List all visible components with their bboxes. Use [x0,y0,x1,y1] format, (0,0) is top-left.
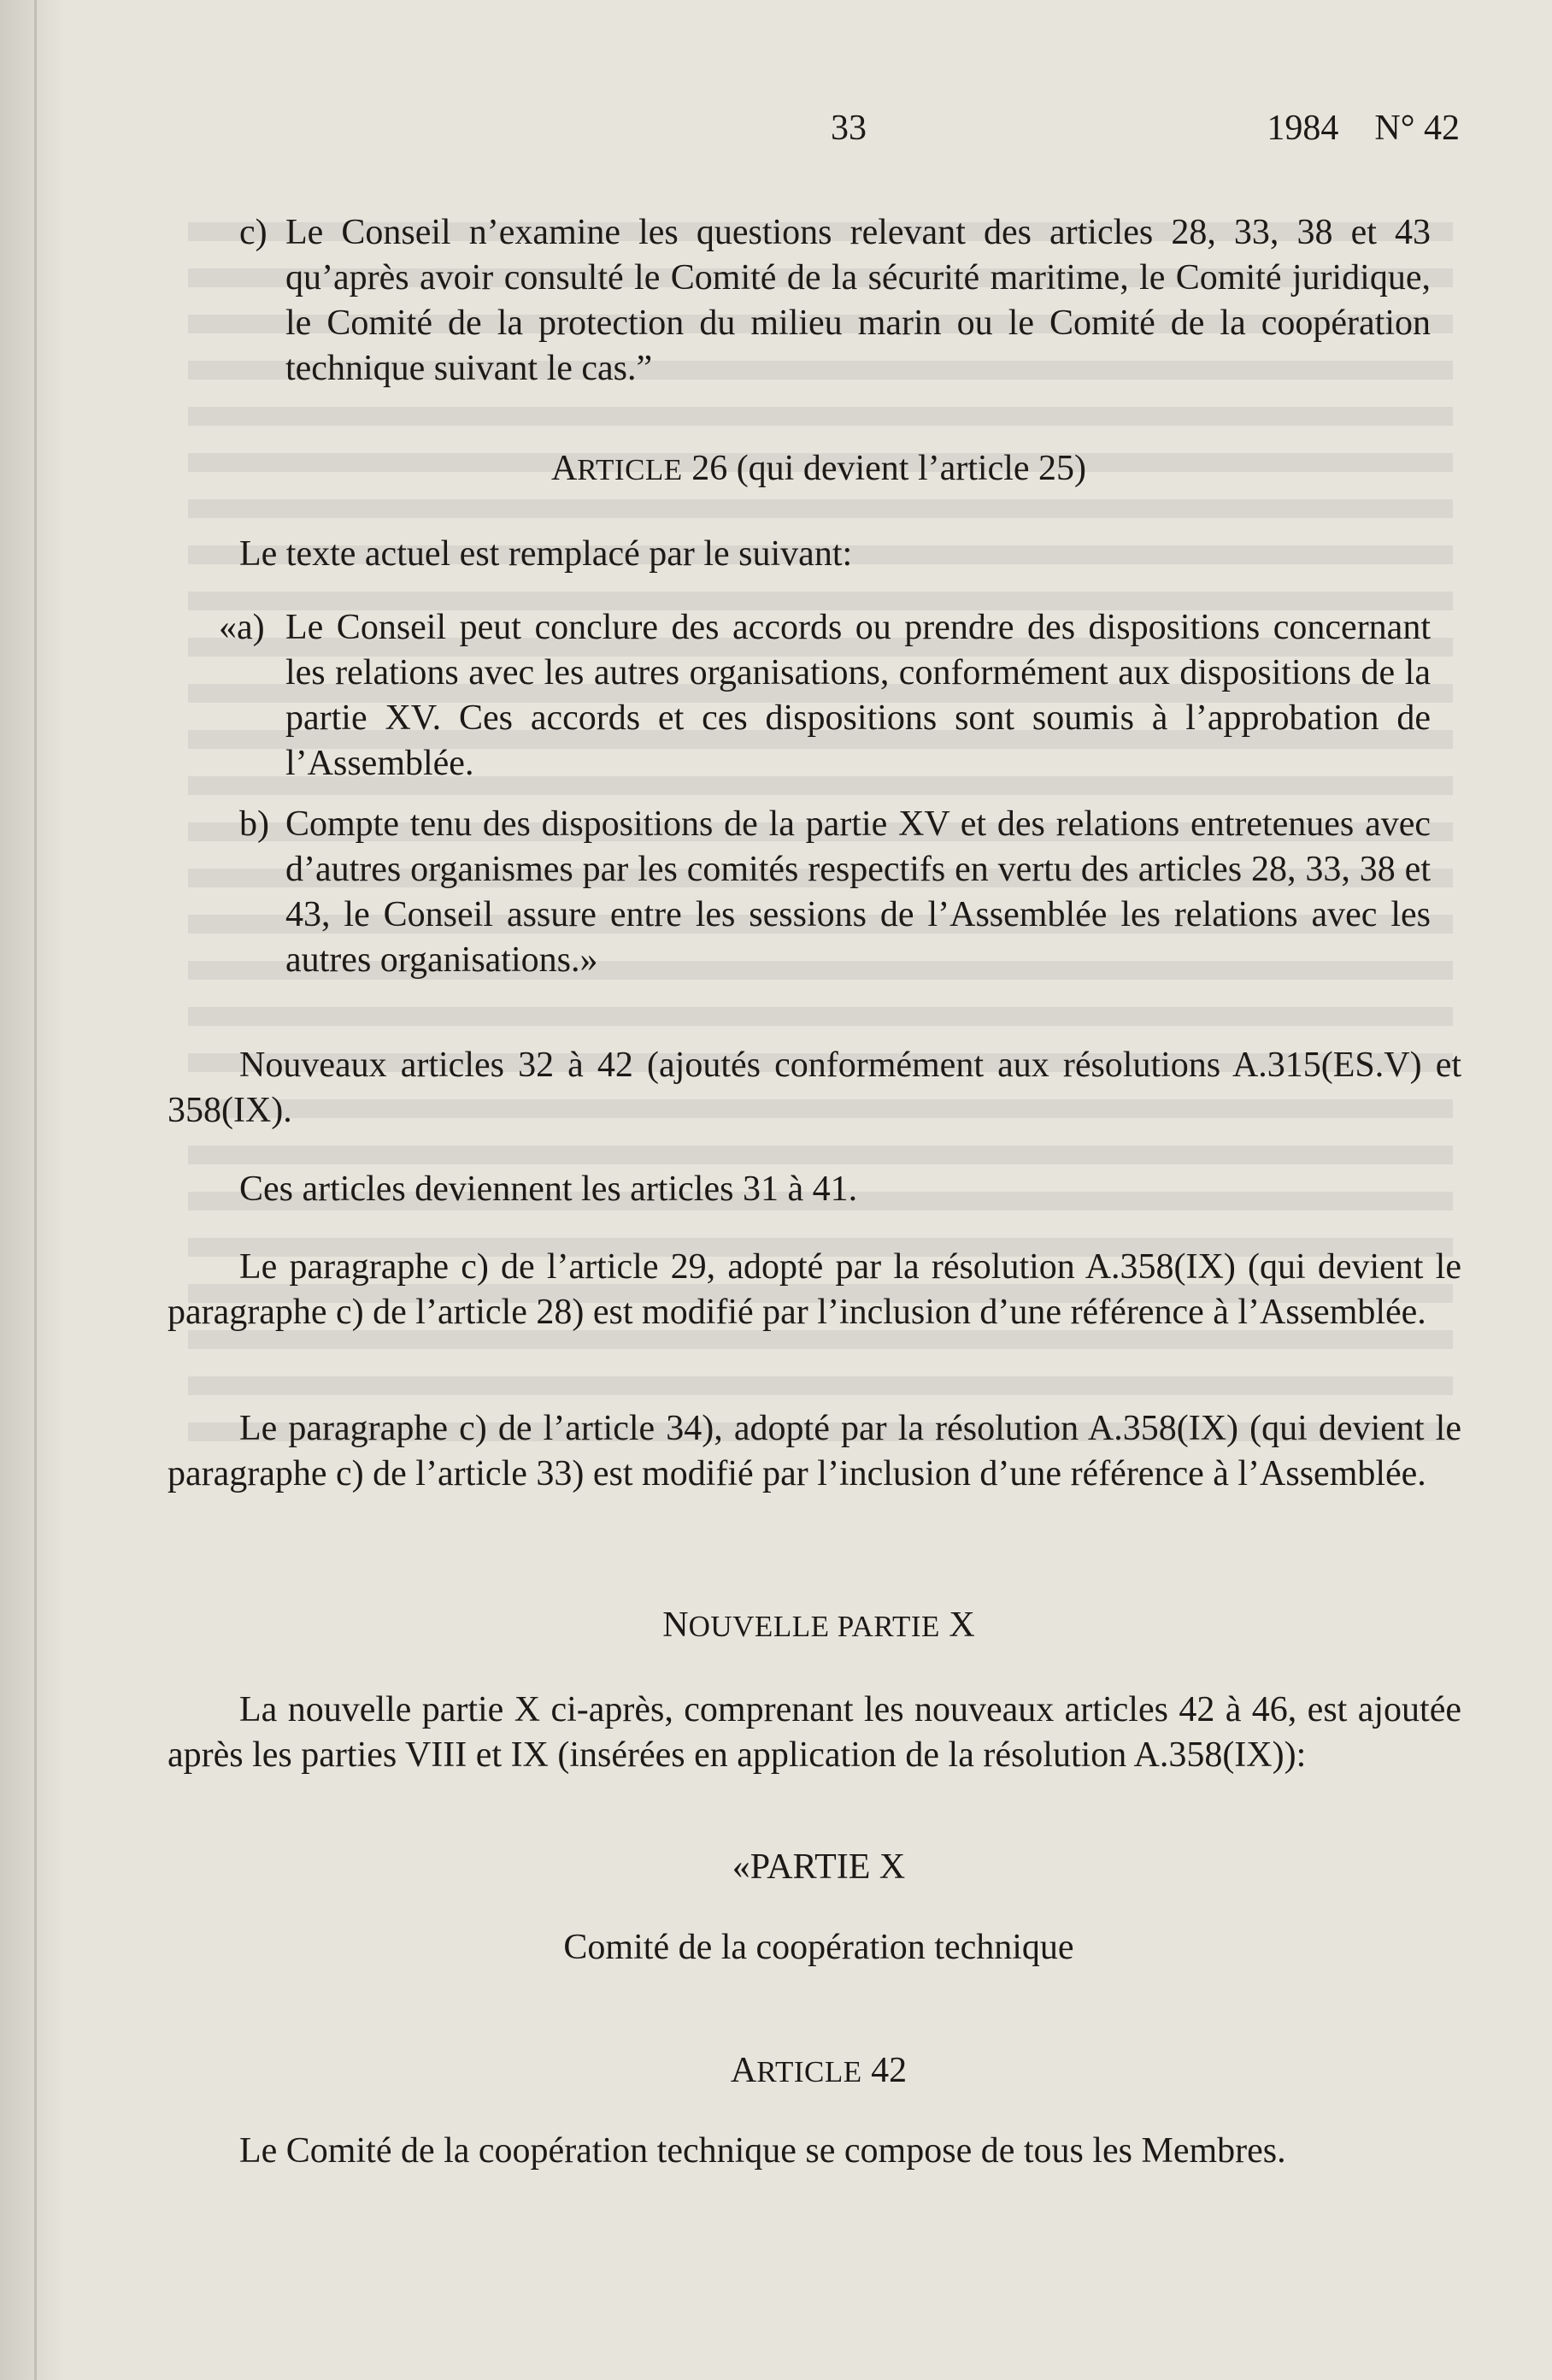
item-b-marker: b) [239,804,269,844]
article-42-cap: A [730,2051,757,2090]
article-42-text: Le Comité de la coopération technique se compose de tous les Membres. [239,2131,1286,2171]
item-c-marker: c) [239,213,267,252]
nouvelle-partie-numeral: X [949,1605,975,1645]
article-42-heading [171,2048,1467,2094]
paragraph-ces-articles: Ces articles deviennent les articles 31 à 41. [239,1169,858,1209]
page-gutter [0,0,67,2380]
nouvelle-partie-smallcaps: OUVELLE PARTIE [688,1610,940,1643]
paragraph-article-34: Le paragraphe c) de l’article 34), adopté par la résolution A.358(IX) (qui devient le paragraphe c) de l’article 33) est modifié par l’inclusion d’une référence à l’Assemblée. [168,1409,1461,1493]
partie-x-subtitle: Comité de la coopération technique [563,1928,1074,1967]
article-26-heading [171,446,1467,492]
item-a-text: Le Conseil peut conclure des accords ou prendre des dispositions concernant les relations avec les autres organisations, conformément aux dispositions de la partie XV. Ces accords et ces dispositions sont soumis à l’approbation de l’Assemblée. [285,608,1431,783]
article-42-smallcaps: RTICLE [756,2055,862,2088]
issue-year: 1984 [1267,109,1339,148]
item-b-text: Compte tenu des dispositions de la partie XV et des relations entretenues avec d’autres organismes par les comités respectifs en vertu des articles 28, 33, 38 et 43, le Conseil assure entre les sessions de l’Assemblée les relations avec les autres organisations.» [285,804,1431,980]
issue-number: N° 42 [1374,109,1460,148]
page-number: 33 [831,109,867,148]
paragraph-article-29: Le paragraphe c) de l’article 29, adopté par la résolution A.358(IX) (qui devient le paragraphe c) de l’article 28) est modifié par l’inclusion d’une référence à l’Assemblée. [168,1247,1461,1332]
item-a-marker: «a) [219,608,265,647]
paragraph-nouvelle-partie: La nouvelle partie X ci-après, comprenant les nouveaux articles 42 à 46, est ajoutée après les parties VIII et IX (insérées en application de la résolution A.358(IX)): [168,1690,1461,1775]
article-26-cap: A [550,449,578,488]
partie-x-title: «PARTIE X [732,1847,906,1887]
article-26-intro: Le texte actuel est remplacé par le suivant: [239,534,853,574]
article-42-number: 42 [871,2051,908,2090]
article-26-rest: 26 (qui devient l’article 25) [691,449,1087,488]
paragraph-nouveaux-articles: Nouveaux articles 32 à 42 (ajoutés conformément aux résolutions A.315(ES.V) et 358(IX). [168,1046,1461,1130]
article-26-smallcaps: RTICLE [577,453,683,486]
nouvelle-partie-cap: N [662,1605,689,1645]
issue-label [1249,106,1460,151]
nouvelle-partie-heading [171,1603,1467,1649]
item-c-text: Le Conseil n’examine les questions relevant des articles 28, 33, 38 et 43 qu’après avoir consulté le Comité de la sécurité maritime, le Comité juridique, le Comité de la protection du milieu marin ou le Comité de la coopération technique suivant le cas.” [285,213,1431,388]
page-fold [34,0,37,2380]
